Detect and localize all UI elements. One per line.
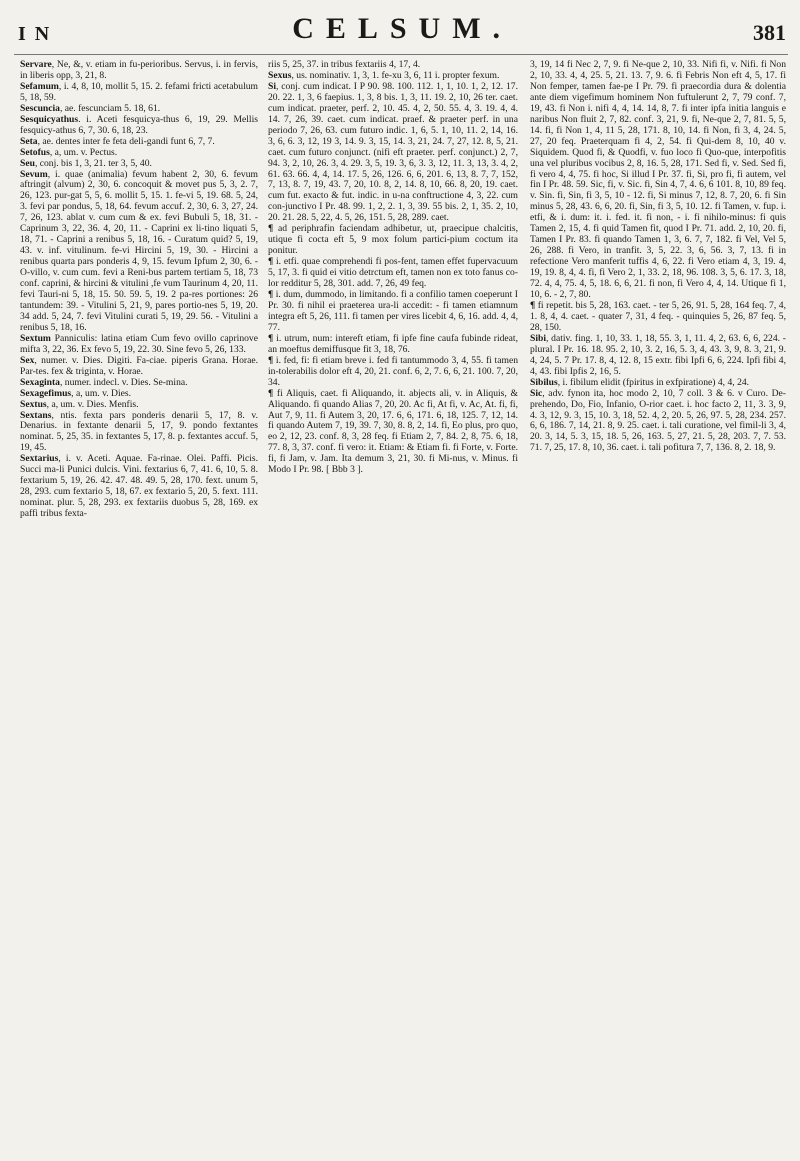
entry-text: , i. fibilum elidit (fpiritus in exfpiratione) 4, 4, 24. (557, 376, 750, 388)
entry-headword: Sibilus (530, 376, 558, 388)
entry-text: i. etfi. quae comprehendi fi pos-fent, tamen effet fupervacuum 5, 17, 3. fi quid ei vitio detrctum eft, tamen non ex toto fanus co-lor redditur 5, 28, 301. add. 7, 26, 49 feq. (268, 256, 518, 290)
text-column-2 (268, 60, 518, 1152)
page-number: 381 (753, 20, 786, 45)
dictionary-entry (268, 257, 518, 290)
entry-text: i. utrum, num: intereft etiam, fi ipfe fine caufa fubinde rideat, an moeftus demiffusque fit 3, 18, 76. (268, 332, 518, 355)
entry-text: , us. nominativ. 1, 3, 1. fe-xu 3, 6, 11 i. propter fexum. (291, 69, 500, 81)
entry-text: , Ne, &, v. etiam in fu-perioribus. Servus, i. in fervis, in liberis opp, 3, 21, 8. (20, 60, 258, 81)
dictionary-entry (530, 334, 786, 378)
entry-text: , numer. indecl. v. Dies. Se-mina. (59, 376, 188, 388)
entry-headword: ¶ (268, 332, 274, 344)
entry-text: , numer. v. Dies. Digiti. Fa-ciae. piperis Grana. Horae. Par-tes. fex & triginta, v. Horae. (20, 354, 258, 377)
header-left: I N (18, 23, 52, 45)
entry-headword: ¶ (530, 299, 536, 311)
entry-text: , i. 4, 8, 10, mollit 5, 15. 2. fefami fricti acetabulum 5, 18, 59. (20, 80, 258, 103)
entry-headword: Sesquicyathus (20, 113, 79, 125)
entry-text: fi repetit. bis 5, 28, 163. caet. - ter 5, 26, 91. 5, 28, 164 feq. 7, 4, 1. 8, 4, 4. caet. - quater 7, 31, 4 feq. - quinquies 5, 26, 87 feq. 5, 28, 150. (530, 299, 786, 333)
entry-headword: Sextum (20, 332, 51, 344)
dictionary-entry (20, 115, 258, 137)
entry-headword: Sex (20, 354, 35, 366)
text-column-1 (20, 60, 258, 1152)
entry-text: . i. Aceti fesquicya-thus 6, 19, 29. Mellis fesquicy-athus 6, 7, 30. 6, 18, 23. (20, 113, 258, 136)
entry-headword: Sefamum (20, 80, 59, 92)
header-title: CELSUM. (292, 12, 513, 45)
entry-text: , ntis. fexta pars ponderis denarii 5, 17, 8. v. Denarius. in fextante denarii 5, 17, 9. pondo fextantes nominat. 5, 25, 35. in fextantes 5, 17, 8. p. fextantes accuf. 5, 19, 45. (20, 409, 258, 454)
entry-headword: Si (268, 80, 277, 92)
dictionary-entry (268, 389, 518, 477)
entry-headword: ¶ (268, 256, 274, 268)
entry-headword: ¶ (268, 387, 274, 399)
entry-text: fi Aliquis, caet. fi Aliquando, it. abjects ali, v. in Aliquis, & Aliquando. fi quando Alias 7, 20, 20. Ac fi, At fi, v. Ac, At. fi, fi, Aut 7, 9, 11. fi Autem 3, 20, 17. 6, 6, 171. 6, 18, 125. 7, 12, 14. fi quando Autem 7, 19, 39. 7, 30, 8. 8, 2, 14. fi, Eo plus, pro quo, eo 2, 12, 23. conf. 8, 3, 28 feq. fi Etiam 2, 7, 84. 2, 8, 75. 6, 18, 77. 8, 3, 37. conf. fi vero: it. Etiam: & Etiam fi. fi Forte, v. Forte. fi, fi Jam, v. Jam. Ita demum 3, 21, 30. fi Mi-nus, v. Minus. fi Modo I Pr. 98. [ Bbb 3 ]. (268, 387, 518, 476)
entry-text: riis 5, 25, 37. in tribus fextariis 4, 17, 4. (268, 60, 421, 70)
entry-headword: Servare (20, 60, 52, 70)
entry-headword: ¶ (268, 354, 274, 366)
dictionary-entry (530, 60, 786, 301)
entry-text: , a, um. v. Pectus. (49, 146, 118, 158)
entry-headword: Sexagefimus (20, 387, 72, 399)
dictionary-entry (268, 356, 518, 389)
entry-text: , ae. fescunciam 5. 18, 61. (59, 102, 161, 114)
text-column-3 (530, 60, 786, 1152)
entry-text: 3, 19, 14 fi Nec 2, 7, 9. fi Ne-que 2, 10, 33. Nifi fi, v. Nifi. fi Non 2, 10, 33. 4, 4, 25. 5, 21. 13. 7, 9. 6. fi Febris Non eft 4, 5, 17. fi Non femper, tamen fae-pe I Pr. 79. fi praecordia dura & dolentia ante diem vigefimum hominem Non fuftulerunt 2, 7, 79 conf. 7, 19, 43. fi Non i. nifi 4, 4, 14. 14, 8, 7. fi inter ipfa initia languis e naribus Non fluit 2, 7, 82. conf. 3, 21, 9. fi, Ne-que 2, 7, 81. 5, 5, 14. fi, fi Non 1, 4, 11 5, 28, 171. 8, 10, 14. fi Non, fi 3, 4, 24. 5, 27, 20 feq. Praeterquam fi 4, 2, 54. fi Qui-dem 8, 10, 40 v. Siquidem. Quod fi, & Quodfi, v. fuo loco fi Quo-que, interpofitis una vel pluribus vocibus 2, 8, 16. 5, 28, 171. Sed fi, v. Sed. Sed fi, fi vero 4, 4, 75. fi hoc, Si illud I Pr. 37. fi, Si, pro fi, fi autem, vel fin I Pr. 48. 59. Sic, fi, v. Sic. fi, Sin 4, 7, 4. 6, 6 101. 8, 10, 89 feq. v. Sin. fi, Sin, fi 3, 5, 10 - 12. fi, Si minus 7, 12, 8. 7, 20, 6. fi Sin minus 5, 28, 43. 6, 6, 20. fi, Sin, fi 3, 5, 10. 12. fi Tamen, v. fup. i. etfi, & i. dum: it. i. fed. it. fi non, - i. fi nihilo-minus: fi quis Tamen 2, 15, 4. fi quid Tamen fit, quod I Pr. 71. add. 2, 10, 20. fi, Tamen I Pr. 83. fi quando Tamen 1, 3, 6. 7, 7, 182. fi Vel, Vel 5, 26, 288. fi Vero, in tranfit. 3, 5, 22. 3, 6, 56. 3, 7, 13. fi in refectione Vero manferit tuffis 4, 6, 22. fi Vero etiam 4, 3, 19. 4, 19, 19. 8, 4, 4. fi, fi Vero 2, 1, 33. 2, 18, 96. 108. 3, 5, 6. 17. 3, 18, 72. 4, 4, 75. 4, 5, 18. 6, 6, 21. fi non, fi Vero 4, 4, 14. Utique fi 1, 10, 6. - 2, 7, 80. (530, 60, 786, 301)
dictionary-entry (20, 82, 258, 104)
entry-text: , i. v. Aceti. Aquae. Fa-rinae. Olei. Paffi. Picis. Succi ma-li Punici dulcis. Vini. fextarius 6, 7, 41. 6, 10, 5. 8. fextarium 5, 19, 26. 42. 47. 48. 49. 5, 28, 170. fext. unum 5, 28, 293. cum fextario 5, 18, 67. ex fextario 5, 20, 5. fext. 111. nominat. plur. 5, 28, 293. ex fextariis duobus 5, 28, 169. ex paffi tribus fexta- (20, 453, 258, 520)
dictionary-entry (20, 356, 258, 378)
dictionary-entry (20, 411, 258, 455)
entry-text: ad periphrafin faciendam adhibetur, ut, praecipue chalcitis, utique fi cocta eft 5, 9 mox folum partici-pium coctum ita ponitur. (268, 223, 518, 257)
entry-headword: Sextarius (20, 453, 59, 465)
entry-text: i. fed, fi: fi etiam breve i. fed fi tantummodo 3, 4, 55. fi tamen in-tolerabilis dolor eft 4, 20, 21. conf. 6, 2, 7. 6, 6, 21. 100. 7, 20, 34. (268, 354, 518, 388)
dictionary-entry (268, 82, 518, 224)
entry-headword: ¶ (268, 289, 274, 301)
dictionary-entry (530, 389, 786, 455)
entry-headword: Sic (530, 387, 543, 399)
entry-text: , i. quae (animalia) fevum habent 2, 30, 6. fevum aftringit (alvum) 2, 30, 6. concoquit & movet pus 5, 3, 2. 7, 26, 123. pur-gat 5, 5, 6. mollit 5, 15. 1. fe-vi 5, 19. 68. 5, 24, 3. fevi par pondus, 5, 18, 64. fevum accuf. 2, 30, 6. 3, 27, 24. 7, 26, 123. ablat v. cum cum & ex. fevi Bubuli 5, 18, 31. - Caprinum 3, 22, 36. 4, 20, 11. - Caprini ex li-tino liquati 5, 18, 71. - Caprini a renibus 5, 18, 16. - Curatum quid? 5, 19, 43. v. inf. vitulinum. fe-vi Hircini 5, 19, 30. - Hircini a renibus quarta pars ponderis 4, 9, 15. fevum Ipfum 2, 30, 6. - O-villo, v. cum cum. fevi a Reni-bus partem tertiam 5, 18, 73 conf. caprini, & hircini & vitulini ,fe vum Taurinum 4, 20, 11. fevi Tauri-ni 5, 18, 15. 50. 59. 5, 19. 2 pa-res portiones: 26 tantundem: 39. - Vitulini 5, 21, 9, pares portio-nes 5, 19, 20. 34 add. 5, 24, 7. fevi Vitulini curati 5, 19, 29. 56. - Vitulini a renibus 5, 18, 16. (20, 168, 258, 333)
entry-headword: Sescuncia (20, 102, 60, 114)
entry-text: , dativ. fing. 1, 10, 33. 1, 18, 55. 3, 1, 11. 4, 2, 63. 6, 6, 224. - plural. I Pr. 16. 18. 95. 2, 10, 3. 2, 16, 5. 3, 4, 43. 3, 9, 8. 3, 21, 9. 4, 24, 5. 7 Pr. 17. 8, 4, 12. 8, 15 extr. fibi Ipfi 6, 6, 224. Ipfi fibi 4, 4, 43. fibi Ipfis 2, 16, 5. (530, 332, 786, 377)
entry-headword: Setofus (20, 146, 50, 158)
entry-headword: Sibi (530, 332, 547, 344)
entry-headword: Sevum (20, 168, 48, 180)
entry-text: i. dum, dummodo, in limitando. fi a confilio tamen coeperunt I Pr. 30. fi nihil ei praeterea ura-li accedit: - fi tamen etiamnum integra eft 5, 26, 111. fi tamen per vires licebit 4, 6, 16. add. 4, 4, 77. (268, 289, 518, 333)
dictionary-entry (20, 334, 258, 356)
entry-text: , a, um. v. Dies. (71, 387, 132, 399)
entry-text: , a, um. v. Dies. Menfis. (46, 398, 139, 410)
dictionary-entry (20, 60, 258, 82)
entry-headword: Sexaginta (20, 376, 60, 388)
entry-text: , conj. cum indicat. I P 90. 98. 100. 112. 1, 1, 10. 1, 2, 12. 17. 20. 22. 1, 3, 6 faepius. 1, 3, 8 bis. 1, 3, 11. 19. 2, 10, 26 ter. caet. cum indicat. praeter, perf. 2, 10. 45. 4, 2, 50. 55. 4, 3. 19. 4, 4. 14. 7, 26, 39. caet. cum indicat. praef. & praeter perf. in una periodo 7, 26, 63. cum futuro indic. 1, 6, 5. 1, 10, 11. 2, 14, 16. 3, 6, 6. 3, 12, 19 3, 14. 9. 3, 15, 14. 3, 21, 24. 7, 27, 12. 8, 5, 21. caet. cum futuro conjunct. (nifi eft praeter. perf. conjunct.) 2, 7, 94. 3, 2, 10, 26. 3, 4. 29. 3, 5, 19. 3, 6, 3. 3, 12, 11. 3, 13, 3. 4, 2, 61. 63. 66. 4, 4, 14. 17. 5, 26, 126. 6, 6, 201. 6, 13, 8. 7, 7, 152, 7, 13, 8. 7, 19, 43. 7, 20, 10. 8, 2, 14. 8, 10, 66. 8, 20, 19. caet. cum fut. exacto & fut. indic. in u-na conftructione 4, 3, 22. cum con-junctivo I Pr. 48. 99. 1, 2, 2. 1, 3, 39. 55 bis. 2, 1, 35. 2, 10, 20. 21. 28. 5, 22, 4. 5, 26, 151. 5, 28, 289. caet. (268, 80, 518, 224)
dictionary-entry (268, 290, 518, 334)
entry-text: , adv. fynon ita, hoc modo 2, 10, 7 coll. 3 & 6. v Curo. De-prehendo, Do, Fio, Infanio, O-rior caet. i. hoc facto 2, 11, 3. 3, 9, 4. 3, 12, 9. 3, 15, 10. 3, 18, 52. 4, 2, 20. 5, 26, 97. 5, 28, 234. 257. 6, 6, 186. 7, 14, 21. 8, 9. 25. caet. i. tali curatione, vel fimil-li 3, 4, 20. 3, 14, 5. 3, 15, 18. 5, 26, 163. 5, 27, 21. 5, 28, 203. 7, 7. 53. 71. 7, 25, 17. 8, 10, 36. caet. i. tali pofitura 7, 7, 136. 8, 2. 18, 9. (530, 387, 786, 454)
dictionary-entry (20, 170, 258, 334)
entry-text: Panniculis: latina etiam Cum fevo ovillo caprinove mifta 3, 22, 36. Ex fevo 5, 19, 22. 30. Sine fevo 5, 26, 133. (20, 332, 258, 355)
entry-headword: Seta (20, 135, 38, 147)
dictionary-entry (20, 454, 258, 520)
entry-headword: Seu (20, 157, 35, 169)
entry-text: , conj. bis 1, 3, 21. ter 3, 5, 40. (34, 157, 152, 169)
header-rule (14, 54, 788, 55)
entry-headword: ¶ (268, 223, 274, 235)
running-header (18, 10, 786, 46)
entry-headword: Sexus (268, 69, 292, 81)
dictionary-entry (268, 334, 518, 356)
entry-headword: Sextans (20, 409, 52, 421)
dictionary-entry (530, 301, 786, 334)
entry-headword: Sextus (20, 398, 47, 410)
entry-text: , ae. dentes inter fe feta deli-gandi funt 6, 7, 7. (37, 135, 215, 147)
dictionary-entry (268, 224, 518, 257)
